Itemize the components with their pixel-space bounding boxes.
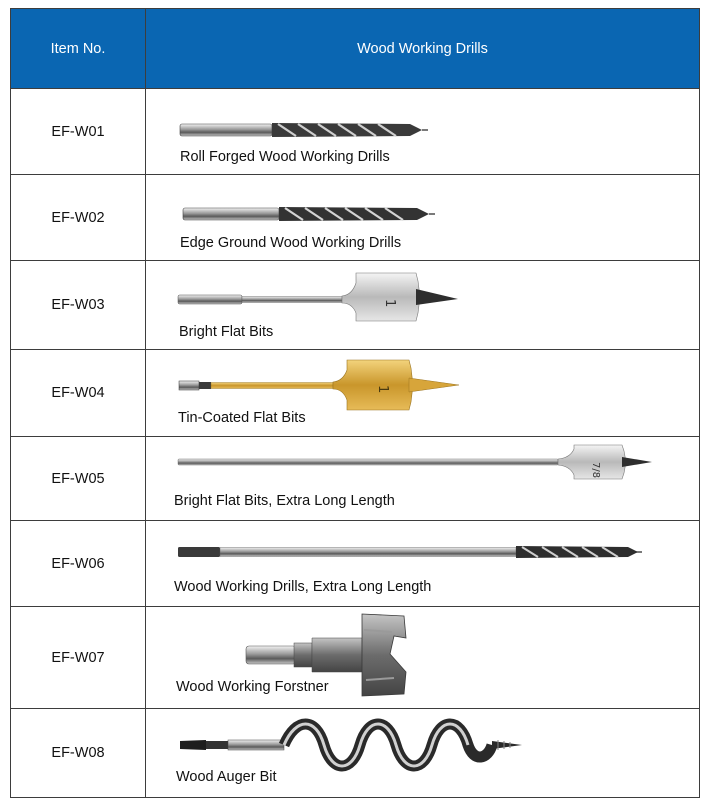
table-row: [11, 521, 700, 607]
blade-mark: 1: [382, 299, 397, 308]
auger-bit-icon: [176, 723, 526, 767]
product-name: Wood Auger Bit: [176, 768, 277, 785]
item-number: EF-W04: [11, 349, 146, 436]
item-number: EF-W08: [11, 708, 146, 797]
table-row: [11, 175, 700, 261]
product-name: Tin-Coated Flat Bits: [178, 409, 306, 426]
tin-coated-spade-bit-icon: [177, 358, 461, 414]
product-cell: [146, 89, 700, 175]
product-cell: [146, 261, 700, 349]
long-drill-icon: [176, 543, 642, 561]
item-number: EF-W07: [11, 607, 146, 708]
table-row: [11, 261, 700, 349]
product-name: Roll Forged Wood Working Drills: [180, 149, 390, 165]
table-row: [11, 607, 700, 708]
product-name: Edge Ground Wood Working Drills: [180, 235, 402, 252]
table-row: [11, 708, 700, 797]
table-row: [11, 436, 700, 520]
item-number: EF-W06: [11, 521, 146, 607]
table-header-row: [11, 9, 700, 89]
item-number: EF-W05: [11, 436, 146, 520]
products-header: Wood Working Drills: [146, 9, 700, 89]
blade-mark: 1: [375, 384, 390, 393]
product-cell: [146, 521, 700, 607]
item-number: EF-W02: [11, 175, 146, 261]
table-row: [11, 89, 700, 175]
product-table: [10, 8, 700, 798]
product-cell: [146, 607, 700, 708]
product-name: Wood Working Drills, Extra Long Length: [174, 579, 432, 596]
product-cell: [146, 349, 700, 436]
product-name: Bright Flat Bits, Extra Long Length: [174, 492, 395, 509]
spade-bit-icon: [176, 269, 460, 327]
item-number: EF-W03: [11, 261, 146, 349]
product-cell: [146, 436, 700, 520]
long-spade-bit-icon: [176, 443, 654, 483]
item-no-header: Item No.: [11, 9, 146, 89]
product-name: Wood Working Forstner: [176, 679, 329, 696]
brad-point-drill-icon: [178, 119, 428, 141]
blade-mark: 7/8: [590, 461, 601, 479]
product-name: Bright Flat Bits: [179, 324, 274, 341]
product-cell: [146, 175, 700, 261]
table-row: [11, 349, 700, 436]
product-cell: [146, 708, 700, 797]
brad-point-drill-icon: [181, 203, 435, 225]
item-number: EF-W01: [11, 89, 146, 175]
